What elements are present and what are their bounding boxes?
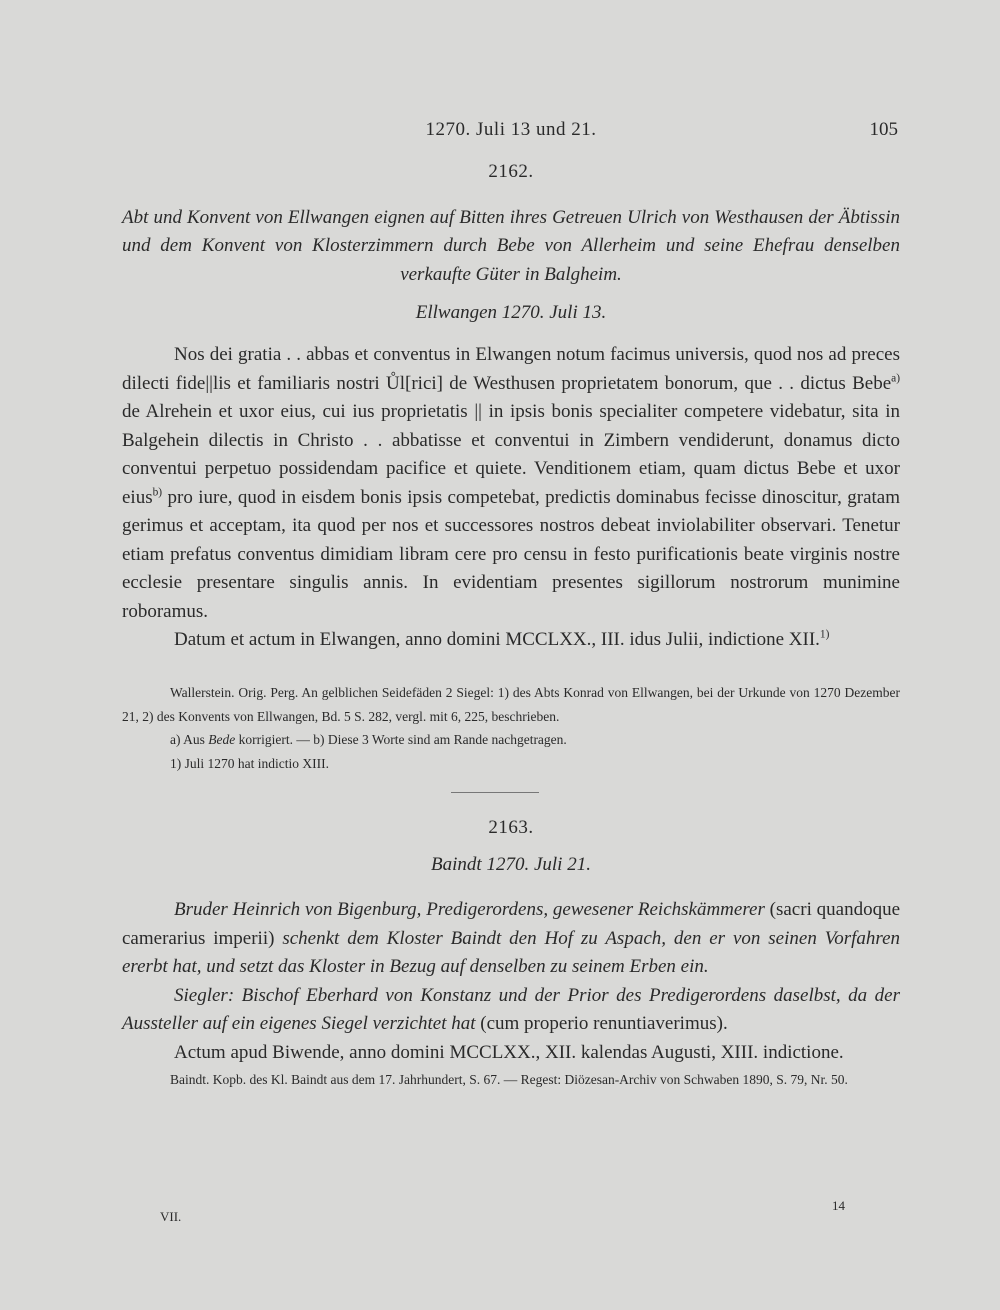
textual-note	[122, 728, 900, 752]
running-header	[122, 119, 900, 145]
text-part: Siegler: Bischof Eberhard von Konstanz und der Prior des Predigerordens daselbst, da der Aussteller auf ein eigenes Siegel verzichtet hat	[122, 984, 900, 1034]
regest-text: Abt und Konvent von Ellwangen eignen auf Bitten ihres Getreuen Ulrich von Westhausen der Äbtissin und dem Konvent von Klosterzimmern durch Bebe von Allerheim und seine Ehefrau denselben verkaufte Güter in Balgheim.	[122, 207, 900, 285]
actum-clause: Actum apud Biwende, anno domini MCCLXX., XII. kalendas Augusti, XIII. indictione.	[174, 1041, 844, 1063]
text-part: pro iure, quod in eisdem bonis ipsis competebat, predictis dominabus fecisse dinoscitur, gratam gerimus et acceptam, ita quod per nos et successores nostros debeat inviolabiliter observari. Tenetur etiam prefatus conventus dimidiam libram cere pro censu in festo purificationis beate virginis nostre ecclesie presentare singulis annis. In evidentiam presentes sigillorum nostrorum munimine roboramus.	[122, 486, 900, 622]
footnote-1: 1) Juli 1270 hat indictio XIII.	[170, 755, 329, 771]
place-date-2162: Ellwangen 1270. Juli 13.	[415, 302, 607, 323]
footnote-ref: b)	[152, 486, 163, 499]
regest-2163	[122, 896, 900, 1067]
note-text: a) Aus	[170, 732, 209, 747]
text-part: Bruder Heinrich von Bigenburg, Predigerordens, gewesener Reichskämmerer	[174, 899, 765, 920]
text-part: (sacri quandoque camerarius imperii)	[122, 899, 900, 949]
text-part: Datum et actum in Elwangen, anno domini MCCLXX., III. idus Julii, indictione XII.	[174, 629, 820, 650]
footnote-ref: 1)	[819, 628, 830, 641]
notes-2163	[122, 1068, 900, 1092]
footnote-ref: a)	[891, 372, 900, 385]
sheet-signature: VII.	[160, 1209, 182, 1224]
text-part: Nos dei gratia . . abbas et conventus in Elwangen notum facimus universis, quod nos ad preces dilecti fide||lis et familiaris nostri Ůl[rici] de Westhusen proprietatem bonorum, que . . dictus Bebe	[122, 344, 900, 394]
regest-text	[122, 896, 900, 982]
text-part: schenkt dem Kloster Baindt den Hof zu Aspach, den er von seinen Vorfahren ererbt hat, und setzt das Kloster in Bezug auf denselben zu seinem Erben ein.	[122, 927, 901, 977]
note-word: Bede	[208, 732, 236, 747]
source-note: Baindt. Kopb. des Kl. Baindt aus dem 17. Jahrhundert, S. 67. — Regest: Diözesan-Archiv von Schwaben 1890, S. 79, Nr. 50.	[170, 1072, 848, 1087]
notes-2162	[122, 681, 900, 775]
dating-clause	[122, 626, 900, 655]
text-part: de Alrehein et uxor eius, cui ius proprietatis || in ipsis bonis specialiter competere videbatur, sita in Balgehein dilectis in Christo . . abbatisse et conventui in Zimbern vendiderunt, donamus dicto conventui perpetuo possidendam pacifice et quiete. Venditionem etiam, quam dictus Bebe et uxor eius	[122, 401, 900, 508]
header-title: 1270. Juli 13 und 21.	[425, 119, 597, 140]
page-number: 105	[869, 119, 898, 140]
sheet-number: 14	[832, 1198, 845, 1213]
separator-rule	[451, 792, 539, 793]
regest-2162	[122, 204, 900, 289]
document-text-2162	[122, 341, 900, 655]
source-note: Wallerstein. Orig. Perg. An gelblichen Seidefäden 2 Siegel: 1) des Abts Konrad von Ellwangen, bei der Urkunde von 1270 Dezember 21, 2) des Konvents von Ellwangen, Bd. 5 S. 282, vergl. mit 6, 225, beschrieben.	[122, 685, 900, 724]
doc-number-2162: 2162.	[488, 161, 534, 182]
text-paragraph	[122, 341, 900, 626]
note-text: korrigiert. — b) Diese 3 Worte sind am Rande nachgetragen.	[235, 732, 567, 747]
text-part: (cum properio renuntiaverimus).	[475, 1013, 728, 1034]
siegler-text	[122, 982, 900, 1039]
doc-number-2163: 2163.	[488, 817, 534, 838]
place-date-2163: Baindt 1270. Juli 21.	[431, 854, 591, 875]
